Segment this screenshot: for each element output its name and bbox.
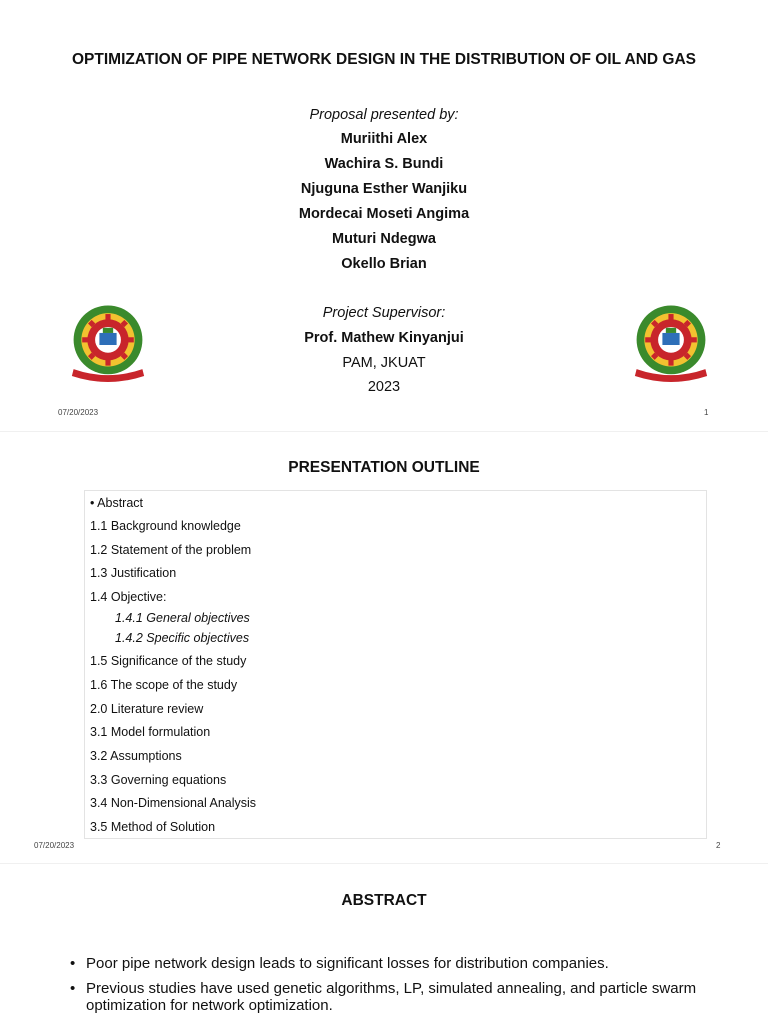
outline-item: 1.1 Background knowledge bbox=[90, 519, 241, 533]
supervisor-name: Prof. Mathew Kinyanjui bbox=[304, 330, 464, 346]
slide-date: 07/20/2023 bbox=[58, 408, 99, 417]
page-number: 2 bbox=[716, 841, 721, 850]
bullet-text: Previous studies have used genetic algorithms, LP, simulated annealing, and particle swarm optimization for network optimization. bbox=[86, 980, 697, 1014]
outline-item: 1.2 Statement of the problem bbox=[90, 543, 252, 557]
author-name: Muturi Ndegwa bbox=[332, 231, 436, 247]
outline-heading: PRESENTATION OUTLINE bbox=[288, 459, 480, 476]
outline-subitem: 1.4.2 Specific objectives bbox=[115, 631, 250, 645]
outline-item: 3.3 Governing equations bbox=[90, 773, 227, 787]
bullet-text: Poor pipe network design leads to significant losses for distribution companies. bbox=[86, 955, 609, 972]
bullet-icon: • bbox=[70, 955, 76, 972]
author-name: Muriithi Alex bbox=[340, 131, 428, 147]
abstract-heading: ABSTRACT bbox=[341, 892, 427, 909]
outline-item: 3.4 Non-Dimensional Analysis bbox=[90, 796, 257, 810]
abstract-bullet bbox=[70, 955, 710, 972]
supervisor-label: Project Supervisor: bbox=[322, 305, 446, 321]
outline-item: 1.4 Objective: bbox=[90, 590, 167, 604]
slide-date: 07/20/2023 bbox=[34, 841, 75, 850]
outline-item: 2.0 Literature review bbox=[90, 702, 204, 716]
presented-by-label: Proposal presented by: bbox=[309, 107, 459, 123]
slide-divider bbox=[0, 431, 768, 432]
document-title: OPTIMIZATION OF PIPE NETWORK DESIGN IN THE DISTRIBUTION OF OIL AND GAS bbox=[71, 51, 697, 68]
outline-subitem: 1.4.1 General objectives bbox=[115, 611, 250, 625]
outline-item: 3.2 Assumptions bbox=[90, 749, 182, 763]
year: 2023 bbox=[367, 379, 401, 395]
page-number: 1 bbox=[704, 408, 709, 417]
author-name: Wachira S. Bundi bbox=[324, 156, 444, 172]
author-name: Njuguna Esther Wanjiku bbox=[300, 181, 468, 197]
outline-item: 3.1 Model formulation bbox=[90, 725, 211, 739]
outline-item: 1.5 Significance of the study bbox=[90, 654, 247, 668]
outline-item: • Abstract bbox=[90, 496, 144, 510]
author-name: Mordecai Moseti Angima bbox=[298, 206, 470, 222]
department: PAM, JKUAT bbox=[342, 355, 426, 371]
abstract-bullet bbox=[70, 980, 710, 1014]
outline-item: 1.3 Justification bbox=[90, 566, 177, 580]
author-name: Okello Brian bbox=[341, 256, 427, 272]
bullet-icon: • bbox=[70, 980, 76, 997]
outline-item: 3.5 Method of Solution bbox=[90, 820, 216, 834]
outline-item: 1.6 The scope of the study bbox=[90, 678, 238, 692]
jkuat-logo-icon bbox=[628, 302, 714, 388]
slide-divider bbox=[0, 863, 768, 864]
jkuat-logo-icon bbox=[65, 302, 151, 388]
